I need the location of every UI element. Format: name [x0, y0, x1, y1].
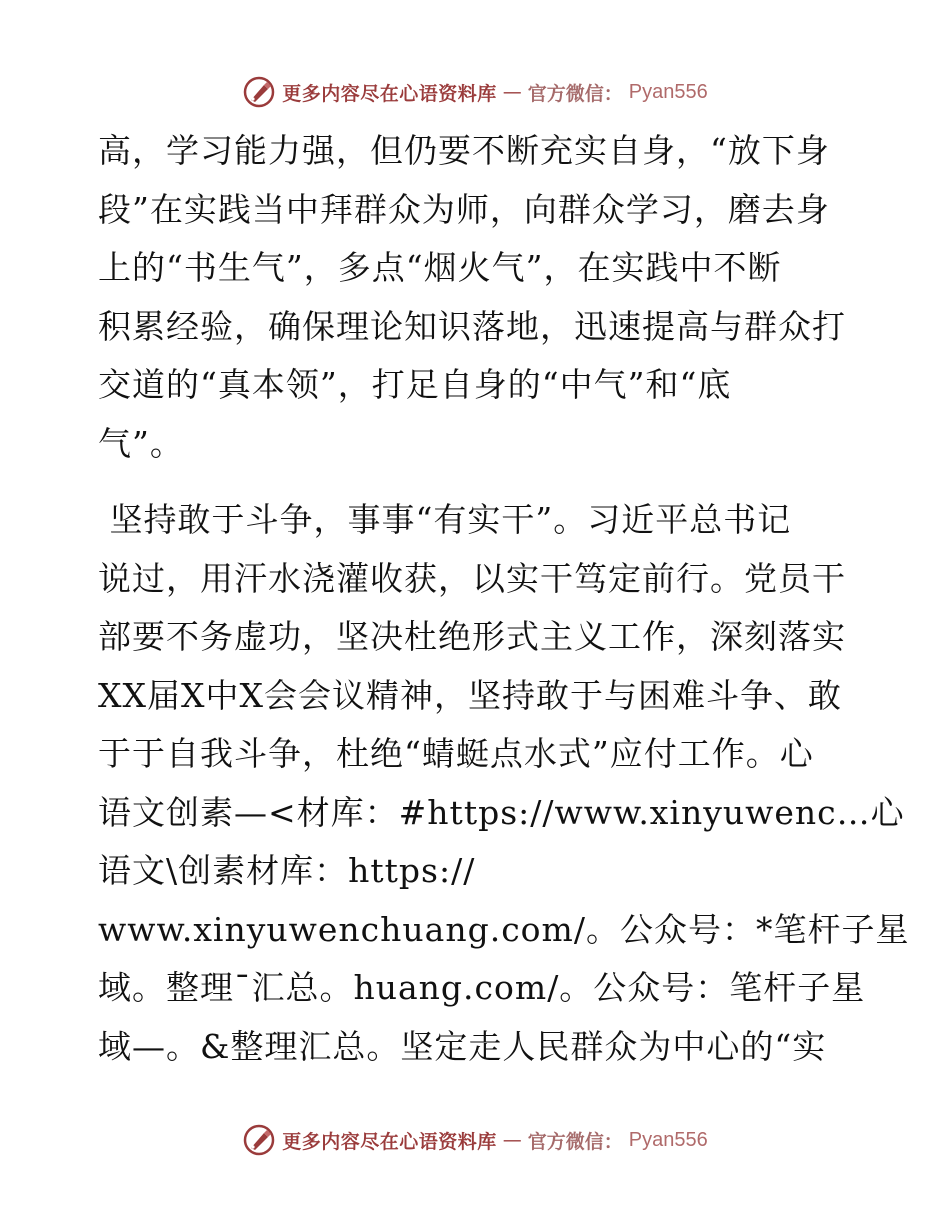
text-line: 说过，用汗水浇灌收获，以实干笃定前行。党员干	[98, 558, 846, 598]
text-line: 上的“书生气”，多点“烟火气”，在实践中不断	[98, 248, 782, 287]
header-banner-text: 更多内容尽在心语资料库	[282, 82, 497, 105]
footer-banner	[0, 1120, 950, 1160]
paragraph-2	[98, 491, 910, 1076]
text-line: 于于自我斗争，杜绝“蜻蜓点水式”应付工作。心	[98, 734, 814, 773]
text-line: 语文\创素材库：https://	[98, 851, 476, 890]
text-line: www.xinyuwenchuang.com/。公众号：*笔杆子星	[98, 909, 910, 949]
footer-wechat-id: Pyan556	[628, 1128, 708, 1151]
footer-banner-text: 更多内容尽在心语资料库	[282, 1130, 497, 1153]
text-line: 坚持敢于斗争，事事“有实干”。习近平总书记	[98, 500, 792, 539]
text-line: 高，学习能力强，但仍要不断充实自身，“放下身	[98, 131, 830, 170]
header-wechat-label: 官方微信：	[527, 82, 623, 105]
text-line: 积累经验，确保理论知识落地，迅速提高与群众打	[98, 306, 846, 346]
text-line: 域。整理¯汇总。huang.com/。公众号：笔杆子星	[98, 968, 866, 1007]
footer-banner-dash: —	[502, 1129, 522, 1151]
text-line: 段”在实践当中拜群众为师，向群众学习，磨去身	[98, 189, 830, 229]
text-line: 交道的“真本领”，打足自身的“中气”和“底	[98, 365, 732, 404]
paragraph-gap	[98, 473, 850, 491]
pen-logo-icon	[242, 1123, 276, 1157]
text-line: 域—。&整理汇总。坚定走人民群众为中心的“实	[98, 1026, 827, 1066]
paragraph-1	[98, 122, 850, 473]
header-wechat-id: Pyan556	[628, 80, 708, 103]
header-banner	[0, 72, 950, 112]
text-line: 部要不务虚功，坚决杜绝形式主义工作，深刻落实	[98, 617, 846, 656]
document-body	[98, 122, 910, 1076]
text-line: XX届X中X会会议精神，坚持敢于与困难斗争、敢	[98, 675, 842, 715]
pen-logo-icon	[242, 75, 276, 109]
text-line: 气”。	[98, 423, 184, 463]
header-banner-dash: —	[502, 81, 522, 103]
text-line: 语文创素—<材库：#https://www.xinyuwenc…心	[98, 792, 905, 832]
footer-wechat-label: 官方微信：	[527, 1130, 623, 1153]
